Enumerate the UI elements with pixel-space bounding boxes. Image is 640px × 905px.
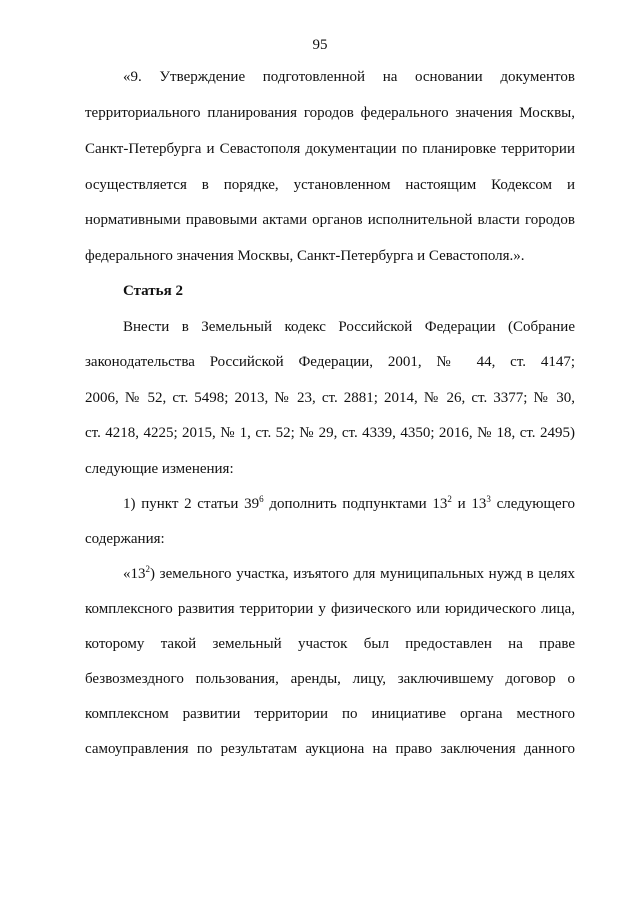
item1-sup-c: 3 [486,494,491,504]
sub13-2-rest: ) земельного участка, изъятого для муниципальных нужд в целях [150,566,575,582]
article-para-line-3: 2006, № 52, ст. 5498; 2013, № 23, ст. 2881; 2014, № 26, ст. 3377; № 30, [85,390,575,406]
item1-part-c: и 13 [451,496,487,512]
section9-line-6: федерального значения Москвы, Санкт-Петербурга и Севастополя.». [85,248,525,264]
sub13-2-line-6: самоуправления по результатам аукциона на право заключения данного [85,741,575,757]
item1-line-1 [123,494,575,514]
sub13-2-open: «13 [123,566,146,582]
sub13-2-line-1 [123,564,575,584]
section9-line-3: Санкт-Петербурга и Севастополя документации по планировке территории [85,141,575,157]
article-para-line-1: Внести в Земельный кодекс Российской Федерации (Собрание [123,319,575,335]
section9-line-2: территориального планирования городов федерального значения Москвы, [85,105,575,121]
section9-line-1: «9. Утверждение подготовленной на основании документов [123,69,575,85]
sub13-2-line-2: комплексного развития территории у физического или юридического лица, [85,601,575,617]
section9-line-4: осуществляется в порядке, установленном настоящим Кодексом и [85,177,575,193]
item1-part-a: 1) пункт 2 статьи 39 [123,496,260,512]
article-para-line-2: законодательства Российской Федерации, 2001, № 44, ст. 4147; [85,354,575,370]
article-heading: Статья 2 [123,283,183,299]
article-para-line-4: ст. 4218, 4225; 2015, № 1, ст. 52; № 29, ст. 4339, 4350; 2016, № 18, ст. 2495) [85,425,575,441]
item1-part-b: дополнить подпунктами 13 [263,496,448,512]
item1-sup-a: 6 [259,494,264,504]
item1-part-d: следующего [490,496,575,512]
section9-line-5: нормативными правовыми актами органов исполнительной власти городов [85,212,575,228]
item1-sup-b: 2 [447,494,452,504]
article-para-line-5: следующие изменения: [85,461,234,477]
sub13-2-line-4: безвозмездного пользования, аренды, лицу, заключившему договор о [85,671,575,687]
sub13-2-sup: 2 [145,564,150,574]
sub13-2-line-3: которому такой земельный участок был предоставлен на праве [85,636,575,652]
sub13-2-line-5: комплексном развитии территории по инициативе органа местного [85,706,575,722]
page-number: 95 [312,37,328,53]
item1-line-2: содержания: [85,531,165,547]
